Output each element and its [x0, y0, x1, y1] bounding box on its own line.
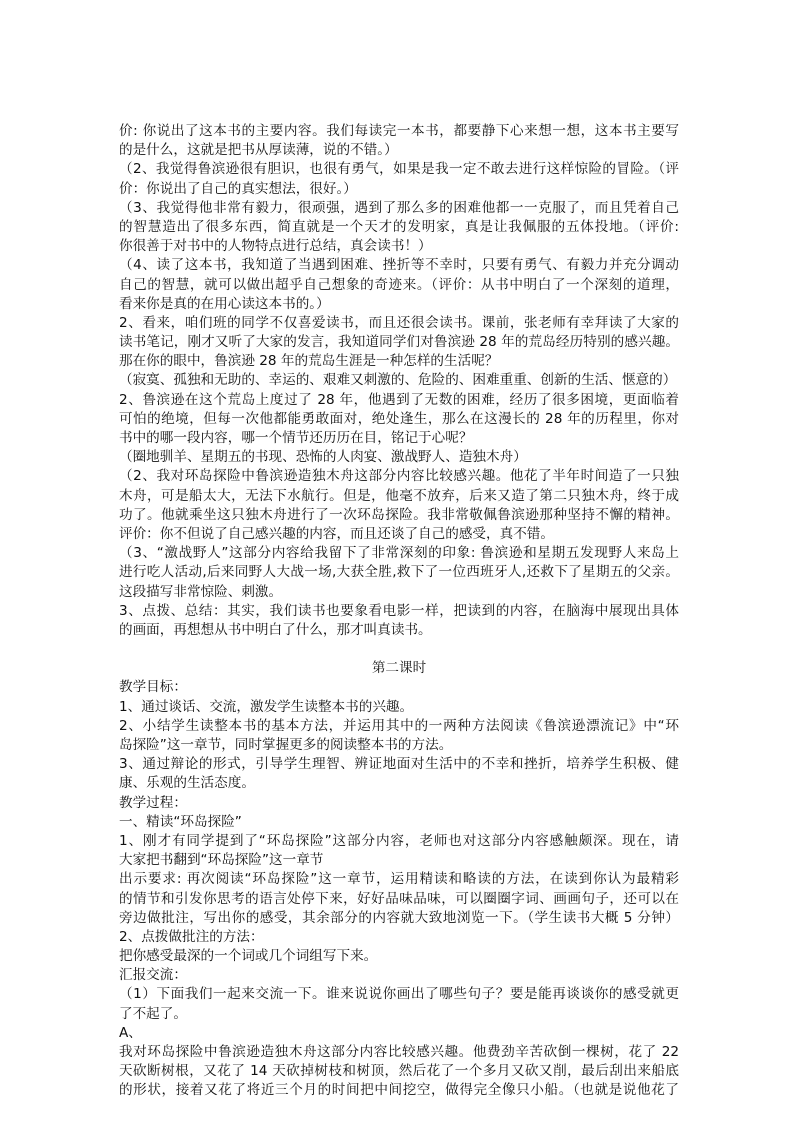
text-line: 的情节和引发你思考的语言处停下来，好好品味品味，可以圈圈字词、画画句子，还可以在 [119, 890, 679, 907]
text-line: 的智慧造出了很多东西，简直就是一个天才的发明家，真是让我佩服的五体投地。（评价: [119, 218, 679, 235]
text-line: 你很善于对书中的人物特点进行总结，真会读书！） [119, 238, 432, 255]
text-line: 天砍断树根，又花了 14 天砍掉树枝和树顶，然后花了一个多月又砍又削，最后刮出来船底 [119, 1063, 679, 1080]
text-line: 康、乐观的生活态度。 [119, 775, 255, 792]
text-line: 教学目标： [119, 679, 187, 696]
text-line: 旁边做批注，写出你的感受，其余部分的内容就大致地浏览一下。（学生读书大概 5 分钟） [119, 909, 679, 926]
text-line: 评价：你不但说了自己感兴趣的内容，而且还谈了自己的感受，真不错。 [119, 525, 554, 542]
text-line: （3、“激战野人”这部分内容给我留下了非常深刻的印象: 鲁滨逊和星期五发现野人来岛上 [119, 545, 679, 562]
text-line: 2、鲁滨逊在这个荒岛上度过了 28 年，他遇到了无数的困难，经历了很多困境，更面临着 [119, 391, 679, 408]
text-line: 功了。他就乘坐这只独木舟进行了一次环岛探险。我非常敬佩鲁滨逊那种坚持不懈的精神。 [119, 506, 679, 523]
text-line: 把你感受最深的一个词或几个词组写下来。 [119, 948, 378, 965]
lesson-two-heading: 第二课时 [371, 660, 427, 677]
text-line: 这段描写非常惊险、刺激。 [119, 583, 283, 600]
text-line: 看来你是真的在用心读这本书的。） [119, 295, 330, 312]
text-line: 价：你说出了自己的真实想法，很好。） [119, 180, 357, 197]
text-line: （寂寞、孤独和无助的、幸运的、艰难又刺激的、危险的、困难重重、创新的生活、惬意的） [119, 372, 677, 389]
text-line: （圈地驯羊、星期五的书现、恐怖的人肉宴、激战野人、造独木舟） [119, 449, 527, 466]
text-line: 可怕的绝境，但每一次他都能勇敢面对，绝处逢生，那么在这漫长的 28 年的历程里，你对 [119, 410, 679, 427]
text-line: 3、点拨、总结：其实，我们读书也要象看电影一样，把读到的内容，在脑海中展现出具体 [119, 602, 679, 619]
text-line: 2、点拨做批注的方法： [119, 928, 264, 945]
text-line: 的形状，接着又花了将近三个月的时间把中间挖空，做得完全像只小船。（也就是说他花了 [119, 1082, 679, 1099]
text-line: 岛探险”这一章节，同时掌握更多的阅读整本书的方法。 [119, 737, 453, 753]
text-line: 一、精读“环岛探险” [119, 813, 242, 830]
text-line: 的画面，再想想从书中明白了什么，那才叫真读书。 [119, 621, 432, 638]
text-line: 自己的智慧，就可以做出超乎自己想象的奇迹来。（评价：从书中明白了一个深刻的道理， [119, 276, 679, 293]
text-line: 书中的哪一段内容，哪一个情节还历历在目，铭记于心呢？ [119, 430, 473, 446]
text-line: 2、小结学生读整本书的基本方法，并运用其中的一两种方法阅读《鲁滨逊漂流记》中“环 [119, 717, 679, 734]
text-line: 出示要求: 再次阅读“环岛探险”这一章节，运用精读和略读的方法，在读到你认为最精彩 [119, 871, 679, 888]
text-line: 1、通过谈话、交流，激发学生读整本书的兴趣。 [119, 698, 414, 715]
text-line: 2、看来，咱们班的同学不仅喜爱读书，而且还很会读书。课前，张老师有幸拜读了大家的 [119, 314, 679, 331]
text-line: 价: 你说出了这本书的主要内容。我们每读完一本书，都要静下心来想一想，这本书主要写 [119, 123, 679, 139]
text-line: （1）下面我们一起来交流一下。谁来说说你画出了哪些句子？要是能再谈谈你的感受就更 [119, 986, 679, 1003]
blank-line [119, 640, 679, 659]
text-line: A、 [119, 1024, 142, 1041]
text-line: （4、读了这本书，我知道了当遇到困难、挫折等不幸时，只要有勇气、有毅力并充分调动 [119, 257, 679, 274]
text-line: 大家把书翻到“环岛探险”这一章节 [119, 852, 324, 869]
text-line: 进行吃人活动,后来同野人大战一场,大获全胜,救下了一位西班牙人,还救下了星期五的父亲。 [119, 564, 679, 581]
text-line: 读书笔记，刚才又听了大家的发言，我知道同学们对鲁滨逊 28 年的荒岛经历特别的感兴趣。 [119, 334, 679, 351]
text-line: （3、我觉得他非常有毅力，很顽强，遇到了那么多的困难他都一一克服了，而且凭着自己 [119, 199, 679, 216]
text-line: 木舟，可是船太大，无法下水航行。但是，他毫不放弃，后来又造了第二只独木舟，终于成 [119, 487, 679, 504]
text-line: 汇报交流： [119, 967, 187, 984]
text-line: （2、我对环岛探险中鲁滨逊造独木舟这部分内容比较感兴趣。他花了半年时间造了一只独 [119, 468, 679, 485]
text-line: 3、通过辩论的形式，引导学生理智、辨证地面对生活中的不幸和挫折，培养学生积极、健 [119, 756, 679, 773]
text-line: 那在你的眼中，鲁滨逊 28 年的荒岛生涯是一种怎样的生活呢？ [119, 353, 499, 370]
text-line: 我对环岛探险中鲁滨逊造独木舟这部分内容比较感兴趣。他费劲辛苦砍倒一棵树，花了 22 [119, 1044, 679, 1060]
document-page [119, 122, 679, 1101]
text-line: 的是什么，这就是把书从厚读薄，说的不错。） [119, 142, 398, 159]
text-line: 1、刚才有同学提到了“环岛探险”这部分内容，老师也对这部分内容感触颇深。现在，请 [119, 832, 679, 849]
text-line: 教学过程： [119, 794, 187, 811]
text-line: 了不起了。 [119, 1005, 187, 1022]
text-line: （2、我觉得鲁滨逊很有胆识，也很有勇气，如果是我一定不敢去进行这样惊险的冒险。（评 [119, 161, 679, 178]
section-lesson-one-remainder [119, 122, 679, 640]
section-lesson-two [119, 678, 679, 1100]
